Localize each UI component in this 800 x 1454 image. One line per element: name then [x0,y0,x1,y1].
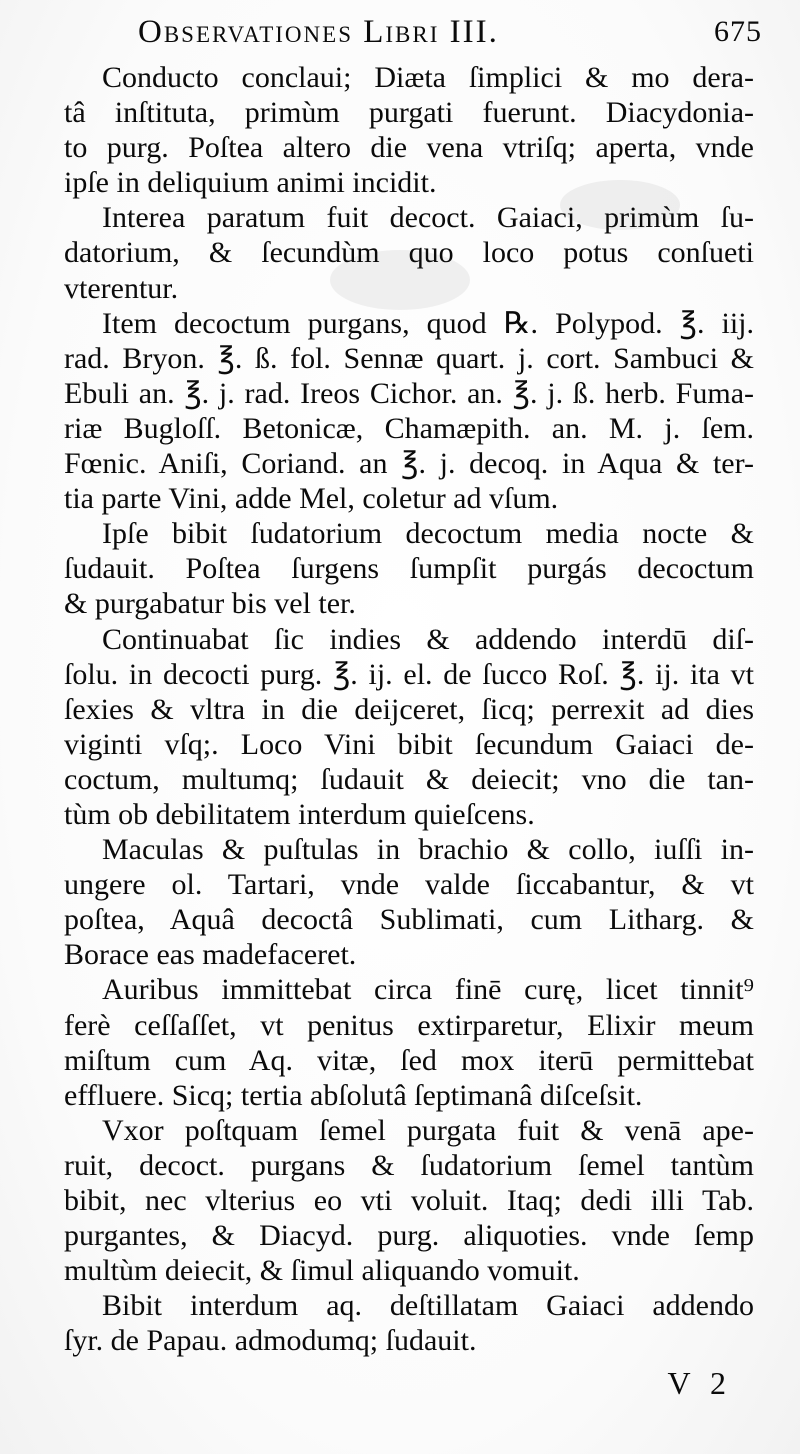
text-line: ſudauit. Poſtea ſurgens ſumpſit purgás decoctum [64,552,754,586]
text-line: purgantes, & Diacyd. purg. aliquoties. vnde ſemp [64,1219,754,1253]
text-line: ſolu. in decocti purg. ℥. ij. el. de ſucco Roſ. ℥. ij. ita vt [64,657,754,691]
text-line: Fœnic. Aniſi, Coriand. an ℥. j. decoq. in Aqua & ter- [64,447,754,481]
text-line: Interea paratum fuit decoct. Gaiaci, primùm ſu- [102,201,754,235]
text-line: vterentur. [64,271,179,305]
text-line: bibit, nec vlterius eo vti voluit. Itaq; dedi illi Tab. [64,1184,754,1217]
text-line: coctum, multumq; ſudauit & deiecit; vno die tan- [64,762,754,796]
paragraph [64,60,754,200]
text-line: viginti vſq;. Loco Vini bibit ſecundum Gaiaci de- [64,727,754,761]
page-number: 675 [714,15,762,48]
text-line: Ipſe bibit ſudatorium decoctum media nocte & [102,517,754,551]
text-line: effluere. Sicq; tertia abſolutâ ſeptimanâ diſceſsit. [64,1078,643,1112]
paragraph [64,1288,754,1358]
paragraph [64,622,754,833]
text-line: Maculas & puſtulas in brachio & collo, iuſſi in- [102,833,754,867]
text-line: tia parte Vini, adde Mel, coletur ad vſum. [64,482,559,516]
paragraph [64,972,754,1112]
text-line: & purgabatur bis vel ter. [64,587,356,621]
text-line: Bibit interdum aq. deſtillatam Gaiaci addendo [102,1289,754,1323]
text-line: rad. Bryon. ℥. ß. fol. Sennæ quart. j. cort. Sambuci & [64,341,754,375]
text-line: ruit, decoct. purgans & ſudatorium ſemel tantùm [64,1148,754,1182]
text-line: tùm ob debilitatem interdum quieſcens. [64,797,535,831]
paragraph [64,832,754,972]
text-line: ſyr. de Papau. admodumq; ſudauit. [64,1324,477,1358]
text-line: Ebuli an. ℥. j. rad. Ireos Cichor. an. ℥. j. ß. herb. Fuma- [64,376,754,410]
paragraph [64,200,754,305]
text-line: ferè ceſſaſſet, vt penitus extirparetur, Elixir meum [64,1008,754,1042]
text-line: ungere ol. Tartari, vnde valde ſiccabantur, & vt [64,868,754,902]
text-line: Conducto conclaui; Diæta ſimplici & mo dera- [102,61,754,94]
paragraph [64,306,754,517]
text-line: Vxor poſtquam ſemel purgata fuit & venā ape- [102,1113,754,1147]
paragraph [64,1113,754,1288]
text-line: multùm deiecit, & ſimul aliquando vomuit. [64,1254,580,1288]
text-line: Borace eas madefaceret. [64,938,357,972]
text-line: Item decoctum purgans, quod ℞. Polypod. ℥. iij. [102,306,754,340]
text-line: Auribus immittebat circa finē curę, licet tinnit⁹ [102,973,754,1007]
text-line: tâ inſtituta, primùm purgati fuerunt. Diacydonia- [64,96,754,130]
running-header [132,8,762,56]
text-line: datorium, & ſecundùm quo loco potus conſueti [64,236,754,270]
text-line: miſtum cum Aq. vitæ, ſed mox iterū permittebat [64,1043,754,1077]
text-line: ipſe in deliquium animi incidit. [64,166,437,200]
paragraph [64,516,754,621]
text-line: ſexies & vltra in die deijceret, ſicq; perrexit ad dies [64,692,754,726]
text-line: Continuabat ſic indies & addendo interdū diſ- [102,622,754,656]
body-text [64,60,754,1358]
text-line: riæ Bugloſſ. Betonicæ, Chamæpith. an. M. j. ſem. [64,411,754,445]
signature-mark: V 2 [667,1365,732,1401]
running-title: Observationes Libri III. [138,14,499,50]
text-line: to purg. Poſtea altero die vena vtriſq; aperta, vnde [64,131,754,165]
text-line: poſtea, Aquâ decoctâ Sublimati, cum Litharg. & [64,903,754,937]
